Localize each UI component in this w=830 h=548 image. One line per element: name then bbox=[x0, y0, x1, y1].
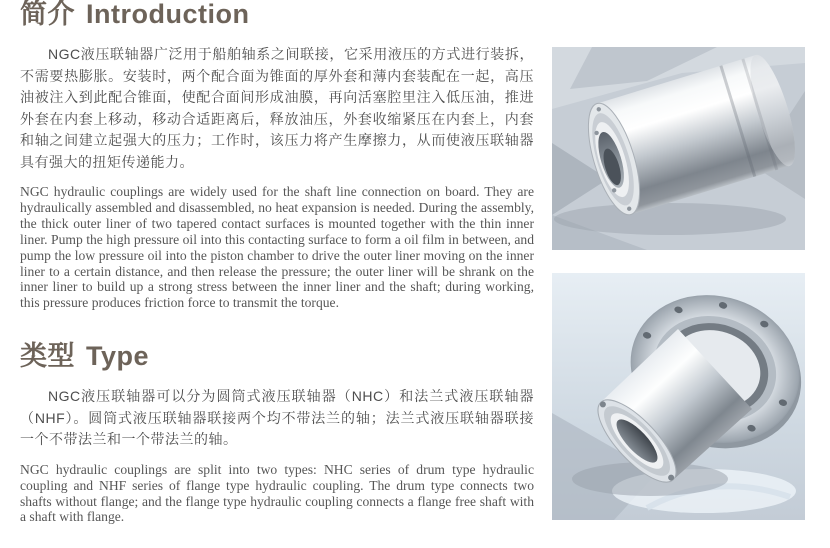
flange-coupling-image bbox=[552, 273, 805, 520]
type-paragraph-zh: NGC液压联轴器可以分为圆筒式液压联轴器（NHC）和法兰式液压联轴器（NHF）。圆筒式液压联轴器联接两个均不带法兰的轴；法兰式液压联轴器联接一个不带法兰和一个带法兰的轴。 bbox=[20, 388, 534, 448]
heading-type-en: Type bbox=[86, 341, 150, 372]
type-paragraph-en: NGC hydraulic couplings are split into two types: NHC series of drum type hydraulic coupling and NHF series of flange type hydraulic coupling. The drum type connects two shafts without flange; and the flange type hydraulic coupling connects a flange free shaft with a shaft with flange. bbox=[20, 461, 534, 525]
section-heading-type bbox=[20, 340, 534, 373]
heading-type-zh: 类型 bbox=[20, 341, 75, 372]
introduction-paragraph-zh: NGC液压联轴器广泛用于船舶轴系之间联接，它采用液压的方式进行装拆，不需要热膨胀。安装时，两个配合面为锥面的厚外套和薄内套装配在一起，高压油被注入到此配合锥面，使配合面间形成油膜，再向活塞腔里注入低压油，推进外套在内套上移动，移动合适距离后，释放油压，外套收缩紧压在内套上，内套和轴之间建立起强大的压力；工作时，该压力将产生摩擦力，从而使液压联轴器具有强大的扭矩传递能力。 bbox=[20, 46, 534, 170]
heading-introduction-zh: 简介 bbox=[20, 0, 75, 29]
text-column bbox=[20, 0, 534, 525]
section-heading-introduction bbox=[20, 0, 534, 31]
introduction-paragraph-en: NGC hydraulic couplings are widely used for the shaft line connection on board. They are hydraulically assembled and disassembled, no heat expansion is needed. During the assembly, the thick outer liner of two tapered contact surfaces is mounted together with the thin inner liner. Pump the high pressure oil into this contacting surface to form a oil film in between, and pump the low pressure oil into the piston chamber to drive the outer liner moving on the inner liner to a certain distance, and then release the pressure; the outer liner will be shrank on the inner liner to build up a strong stress between the inner liner and the shaft; during working, this pressure produces friction force to transmit the torque. bbox=[20, 184, 534, 311]
drum-coupling-image bbox=[552, 47, 805, 250]
heading-introduction-en: Introduction bbox=[86, 0, 250, 29]
figure-column bbox=[552, 47, 805, 520]
